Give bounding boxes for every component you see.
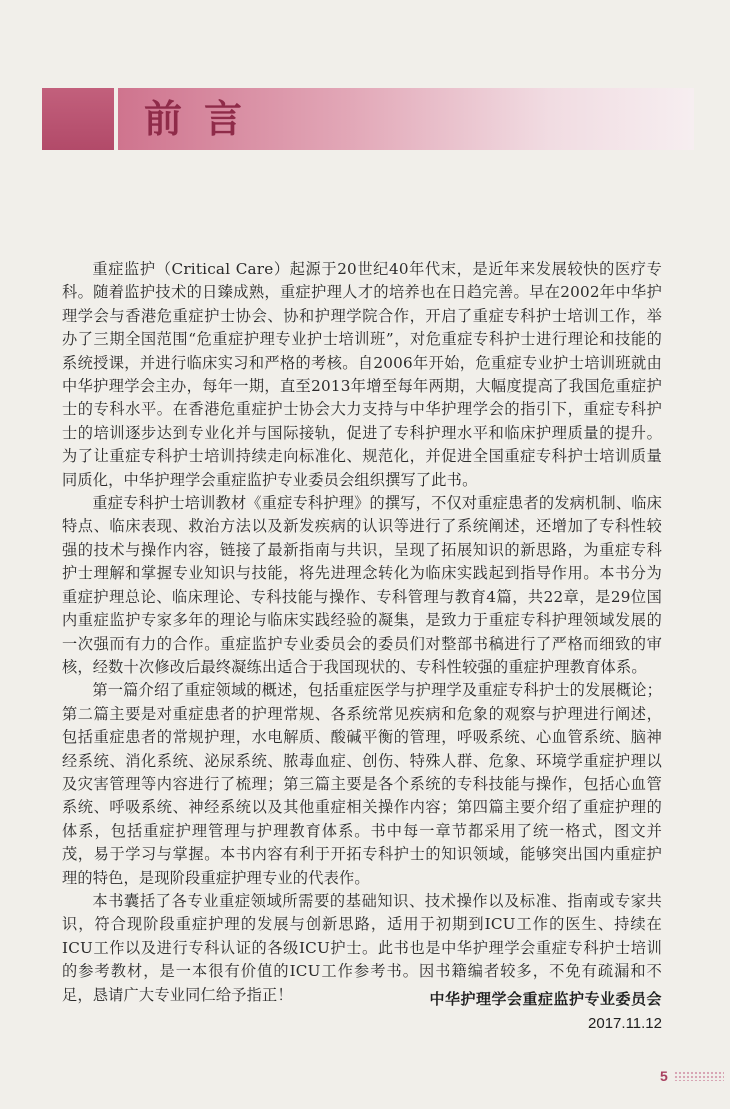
signature-organization: 中华护理学会重症监护专业委员会 <box>429 990 662 1008</box>
paragraph-4: 本书囊括了各专业重症领域所需要的基础知识、技术操作以及标准、指南或专家共识，符合现阶段重症护理的发展与创新思路，适用于初期到ICU工作的医生、持续在ICU工作以及进行专科认证的各级ICU护士。此书也是中华护理学会重症专科护士培训的参考教材，是一本很有价值的ICU工作参考书。因书籍编者较多，不免有疏漏和不足，恳请广大专业同仁给予指正！ <box>62 891 662 1004</box>
banner-accent-block <box>42 88 114 150</box>
heading-banner <box>42 88 694 150</box>
signature-block <box>429 988 662 1032</box>
footer-dot-pattern <box>674 1071 724 1081</box>
signature-date: 2017.11.12 <box>588 1015 662 1032</box>
page-number: 5 <box>660 1068 668 1084</box>
banner-gradient <box>118 88 694 150</box>
paragraph-3: 第一篇介绍了重症领域的概述，包括重症医学与护理学及重症专科护士的发展概论；第二篇主要是对重症患者的护理常规、各系统常见疾病和危象的观察与护理进行阐述，包括重症患者的常规护理，水电解质、酸碱平衡的管理，呼吸系统、心血管系统、脑神经系统、消化系统、泌尿系统、脓毒血症、创伤、特殊人群、危象、环境学重症护理以及灾害管理等内容进行了梳理；第三篇主要是各个系统的专科技能与操作，包括心血管系统、呼吸系统、神经系统以及其他重症相关操作内容；第四篇主要介绍了重症护理的体系，包括重症护理管理与护理教育体系。书中每一章节都采用了统一格式，图文并茂，易于学习与掌握。本书内容有利于开拓专科护士的知识领域，能够突出国内重症护理的特色，是现阶段重症护理专业的代表作。 <box>62 681 662 887</box>
preface-body <box>62 258 662 1007</box>
page-title: 前言 <box>144 97 265 141</box>
paragraph-2: 重症专科护士培训教材《重症专科护理》的撰写，不仅对重症患者的发病机制、临床特点、临床表现、救治方法以及新发疾病的认识等进行了系统阐述，还增加了专科性较强的技术与操作内容，链接了最新指南与共识，呈现了拓展知识的新思路，为重症专科护士理解和掌握专业知识与技能，将先进理念转化为临床实践起到指导作用。本书分为重症护理总论、临床理论、专科技能与操作、专科管理与教育4篇，共22章，是29位国内重症监护专家多年的理论与临床实践经验的凝集，是致力于重症专科护理领域发展的一次强而有力的合作。重症监护专业委员会的委员们对整部书稿进行了严格而细致的审核，经数十次修改后最终凝练出适合于我国现状的、专科性较强的重症护理教育体系。 <box>62 494 662 676</box>
paragraph-1: 重症监护（Critical Care）起源于20世纪40年代末，是近年来发展较快的医疗专科。随着监护技术的日臻成熟，重症护理人才的培养也在日趋完善。早在2002年中华护理学会与香港危重症护士协会、协和护理学院合作，开启了重症专科护士培训工作，举办了三期全国范围“危重症护理专业护士培训班”，对危重症专科护士进行理论和技能的系统授课，并进行临床实习和严格的考核。自2006年开始，危重症专业护士培训班就由中华护理学会主办，每年一期，直至2013年增至每年两期，大幅度提高了我国危重症护士的专科水平。在香港危重症护士协会大力支持与中华护理学会的指引下，重症专科护士的培训逐步达到专业化并与国际接轨，促进了专科护理水平和临床护理质量的提升。为了让重症专科护士培训持续走向标准化、规范化，并促进全国重症专科护士培训质量同质化，中华护理学会重症监护专业委员会组织撰写了此书。 <box>62 260 662 489</box>
page-footer <box>660 1068 724 1084</box>
